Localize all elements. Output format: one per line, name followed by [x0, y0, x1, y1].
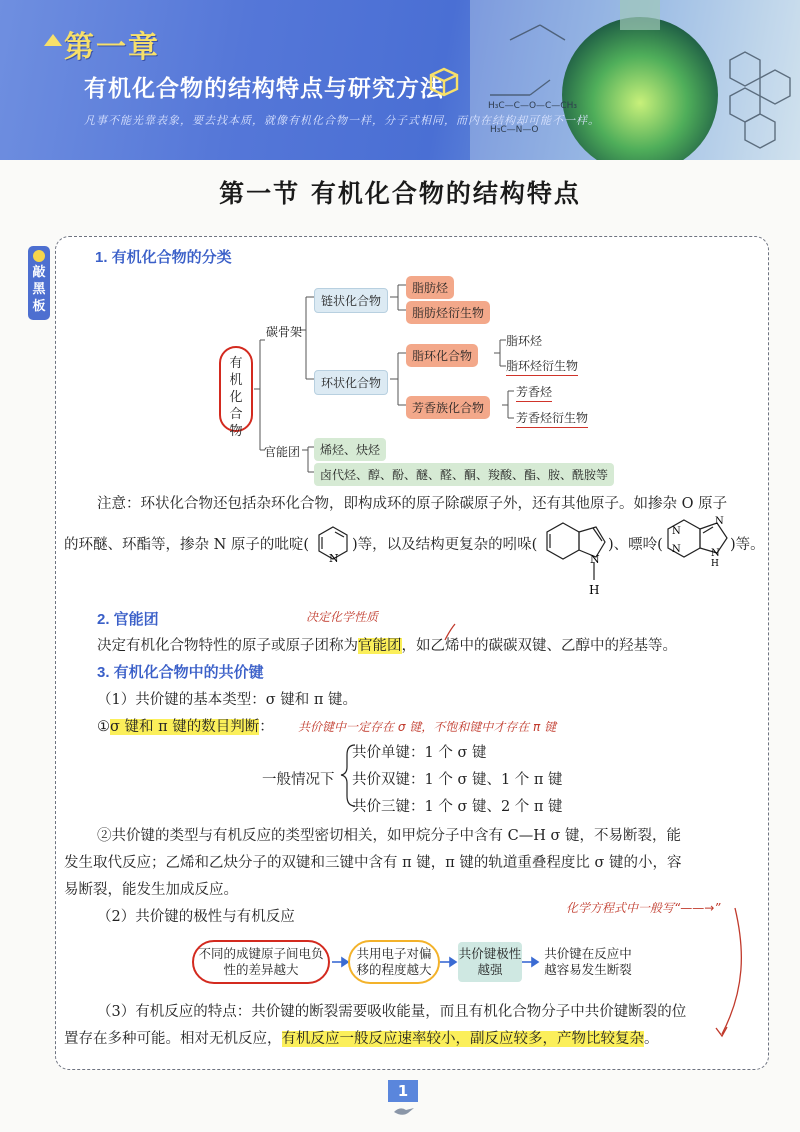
svg-text:N: N	[672, 526, 681, 537]
node-functional-group: 官能团	[264, 445, 301, 459]
triple-bond-text: 共价三键：1 个 σ 键、2 个 π 键	[352, 799, 563, 815]
covalent-p3-line1: ②共价键的类型与有机反应的类型密切相关，如甲烷分子中含有 C—H σ 键，不易断裂，能	[97, 828, 681, 844]
covalent-p2: ①σ 键和 π 键的数目判断：	[97, 719, 274, 735]
annotation-arrow-icon	[722, 908, 741, 1034]
node-aromatic-derivative: 芳香烃衍生物	[516, 409, 588, 428]
node-other-functional-groups: 卤代烃、醇、酚、醚、醛、酮、羧酸、酯、胺、酰胺等	[314, 463, 614, 486]
covalent-p5-line2: 置存在多种可能。相对无机反应，有机反应一般反应速率较小，副反应较多，产物比较复杂。	[64, 1031, 659, 1047]
single-bond-text: 共价单键：1 个 σ 键	[352, 745, 487, 761]
covalent-p4: （2）共价键的极性与有机反应	[97, 909, 295, 925]
flow-step-polarity: 共价键极性越强	[458, 942, 522, 982]
chapter-tagline: 凡事不能光靠表象，要去找本质，就像有机化合物一样，分子式相同，而内在结构却可能不一样。	[84, 114, 600, 127]
indole-structure-icon	[547, 523, 605, 580]
covalent-p5-line1: （3）有机反应的特点：共价键的断裂需要吸收能量，而且有机化合物分子中共价键断裂的位	[97, 1004, 687, 1020]
handwritten-note-equation: 化学方程式中一般写“——→”	[566, 901, 721, 915]
handwritten-note-functional: 决定化学性质	[306, 610, 379, 624]
node-chain-compound: 链状化合物	[314, 288, 388, 313]
node-aromatic-compound: 芳香族化合物	[406, 396, 490, 419]
section-title: 第一节 有机化合物的结构特点	[219, 179, 581, 208]
double-bond-text: 共价双键：1 个 σ 键、1 个 π 键	[352, 772, 563, 788]
node-alicyclic-compound: 脂环化合物	[406, 344, 478, 367]
heading-covalent-bond: 3. 有机化合物中的共价键	[97, 664, 264, 681]
covalent-p1: （1）共价键的基本类型：σ 键和 π 键。	[97, 692, 357, 708]
svg-text:H₃C—N—O: H₃C—N—O	[490, 125, 539, 135]
heading-classification: 1. 有机化合物的分类	[95, 249, 232, 266]
flow-step-electronegativity: 不同的成键原子间电负性的差异越大	[192, 940, 330, 984]
node-ring-compound: 环状化合物	[314, 370, 388, 395]
page-number: 1	[388, 1080, 418, 1102]
indole-h-atom: H	[589, 583, 600, 597]
flow-step-breakage: 共价键在反应中越容易发生断裂	[544, 946, 632, 977]
note-line-1: 注意：环状化合物还包括杂环化合物，即构成环的原子除碳原子外，还有其他原子。如掺杂 O 原子	[97, 496, 728, 512]
node-carbon-skeleton: 碳骨架	[266, 325, 303, 339]
node-aliphatic-hydrocarbon: 脂肪烃	[406, 276, 454, 299]
side-tab-label: 敲黑板	[32, 265, 46, 314]
covalent-p3-line3: 易断裂，能发生加成反应。	[64, 882, 238, 898]
node-alicyclic-derivative: 脂环烃衍生物	[506, 357, 578, 376]
svg-text:N: N	[711, 548, 720, 559]
node-aromatic-hydrocarbon: 芳香烃	[516, 383, 552, 402]
note-line-2c: )、嘌呤(	[608, 537, 663, 553]
svg-text:H₃C—C—O—C—CH₃: H₃C—C—O—C—CH₃	[488, 101, 577, 111]
bird-logo-icon	[392, 1104, 416, 1118]
chapter-title: 有机化合物的结构特点与研究方法	[84, 76, 444, 102]
node-alkene-alkyne: 烯烃、炔烃	[314, 438, 386, 461]
note-line-2a: 的环醚、环酯等，掺杂 N 原子的吡啶(	[64, 537, 310, 553]
covalent-p3-line2: 发生取代反应；乙烯和乙炔分子的双键和三键中含有 π 键，π 键的轨道重叠程度比 σ 键的小，容	[64, 855, 682, 871]
node-aliphatic-derivative: 脂肪烃衍生物	[406, 301, 490, 324]
note-line-2b: )等，以及结构更复杂的吲哚(	[352, 537, 538, 553]
indole-n-atom: N	[590, 553, 600, 566]
pyridine-n-atom: N	[329, 552, 339, 565]
node-alicyclic-hydrocarbon: 脂环烃	[506, 334, 543, 348]
handwritten-note-bonds: 共价键中一定存在 σ 键，不饱和键中才存在 π 键	[298, 720, 557, 734]
general-case-label: 一般情况下	[262, 772, 335, 788]
functional-text: 决定有机化合物特性的原子或原子团称为官能团，如乙烯中的碳碳双键、乙醇中的羟基等。	[97, 638, 677, 654]
root-organic-compound: 有 机 化 合 物	[219, 346, 253, 432]
svg-text:N: N	[715, 516, 724, 527]
svg-text:H: H	[711, 559, 719, 569]
note-line-2d: )等。	[730, 537, 765, 553]
flow-step-electron-shift: 共用电子对偏移的程度越大	[348, 940, 440, 984]
heading-functional-group: 2. 官能团	[97, 611, 159, 628]
svg-text:N: N	[672, 544, 681, 555]
chapter-number: 第一章	[64, 30, 160, 65]
